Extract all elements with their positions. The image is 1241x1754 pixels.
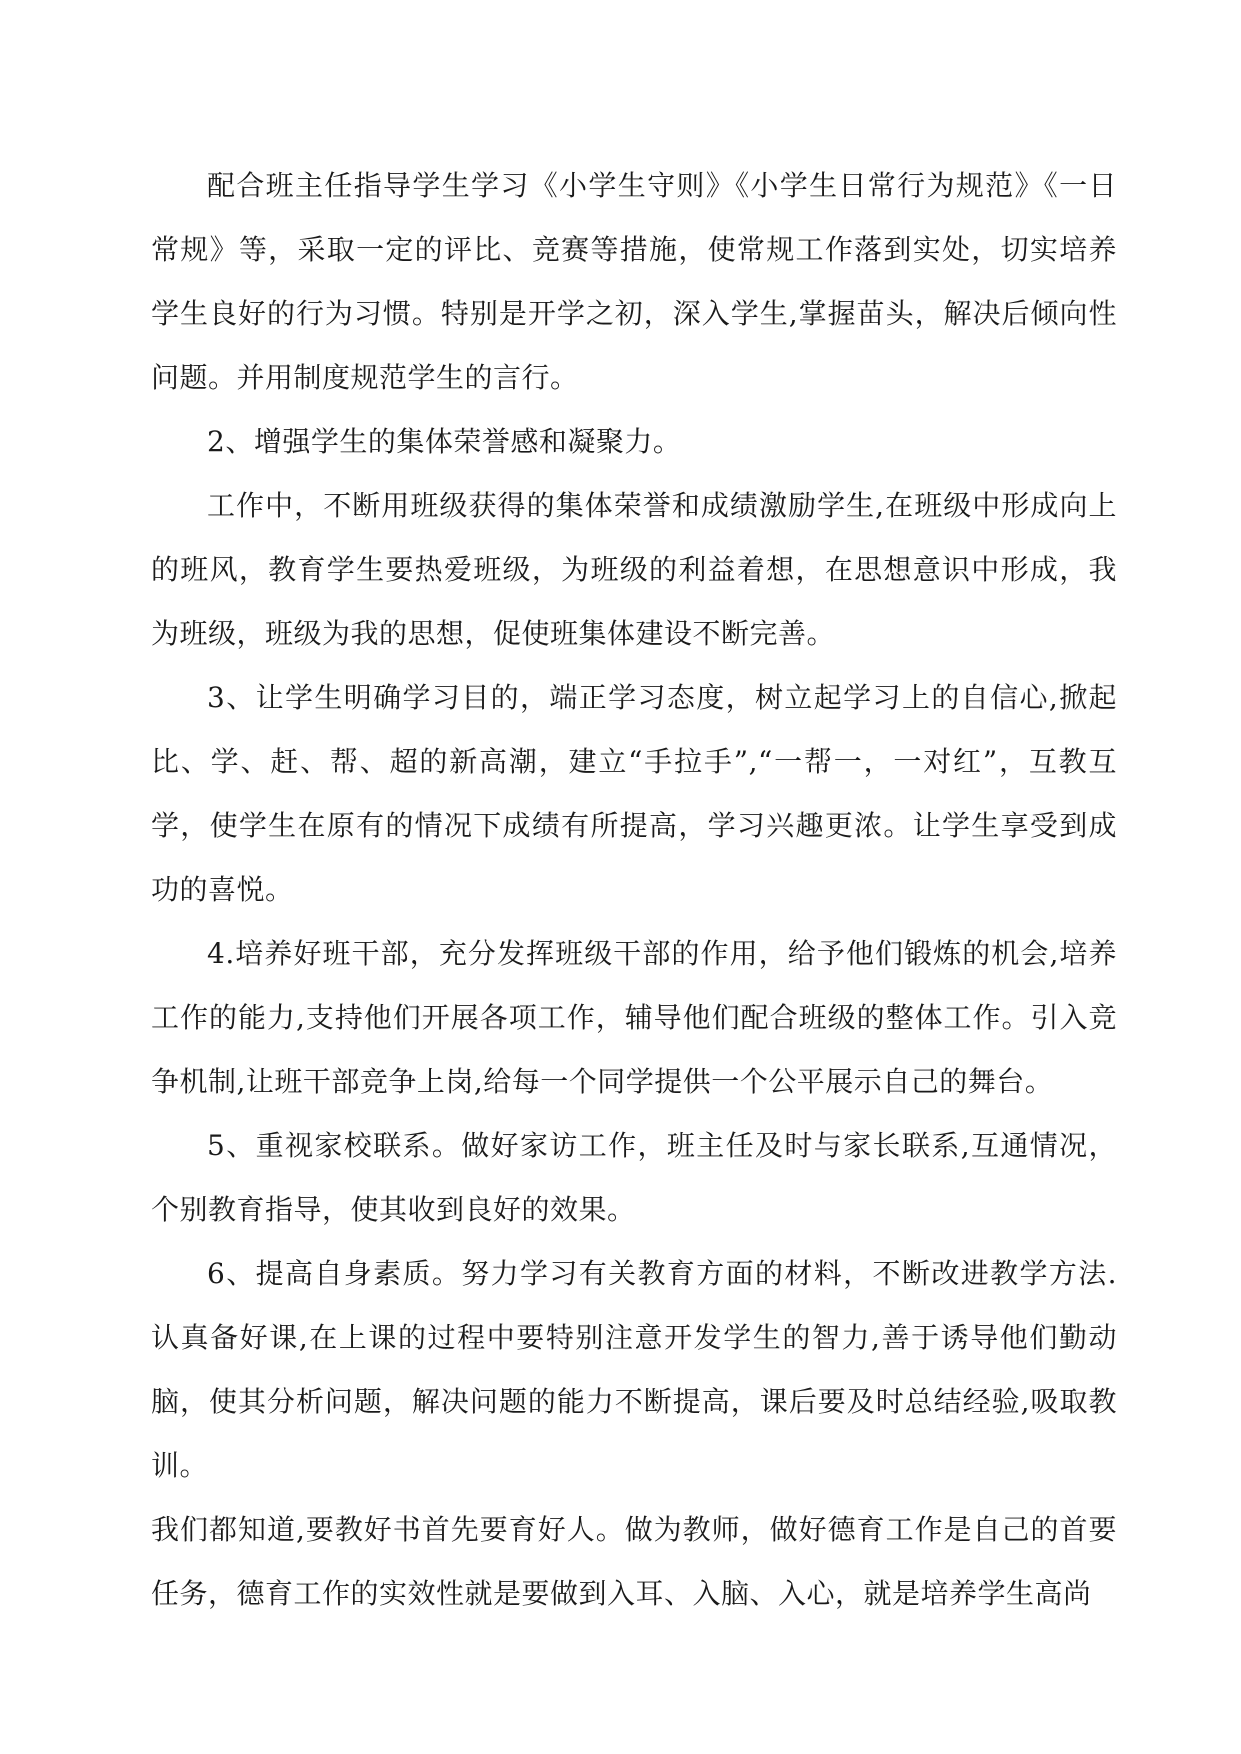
paragraph-routine-guidance: 配合班主任指导学生学习《小学生守则》《小学生日常行为规范》《一日常规》等，采取一定的评比、竞赛等措施，使常规工作落到实处，切实培养学生良好的行为习惯。特别是开学之初，深入学生,掌握苗头，解决后倾向性问题。并用制度规范学生的言行。 <box>151 169 1117 394</box>
paragraph-heading-2: 2、增强学生的集体荣誉感和凝聚力。 <box>207 425 682 458</box>
paragraph-item-6: 6、提高自身素质。努力学习有关教育方面的材料，不断改进教学方法.认真备好课,在上课的过程中要特别注意开发学生的智力,善于诱导他们勤动脑，使其分析问题，解决问题的能力不断提高，课后要及时总结经验,吸取教训。 <box>151 1257 1117 1482</box>
paragraph-item-3: 3、让学生明确学习目的，端正学习态度，树立起学习上的自信心,掀起比、学、赶、帮、超的新高潮，建立“手拉手”,“一帮一，一对红”，互教互学，使学生在原有的情况下成绩有所提高，学习兴趣更浓。让学生享受到成功的喜悦。 <box>151 681 1117 906</box>
paragraph-moral-education: 我们都知道,要教好书首先要育好人。做为教师，做好德育工作是自己的首要任务，德育工作的实效性就是要做到入耳、入脑、入心，就是培养学生高尚 <box>151 1513 1117 1610</box>
document-body <box>151 154 1117 1626</box>
paragraph-item-4: 4.培养好班干部，充分发挥班级干部的作用，给予他们锻炼的机会,培养工作的能力,支持他们开展各项工作，辅导他们配合班级的整体工作。引入竞争机制,让班干部竞争上岗,给每一个同学提供一个公平展示自己的舞台。 <box>151 937 1117 1098</box>
paragraph-item-5: 5、重视家校联系。做好家访工作，班主任及时与家长联系,互通情况，个别教育指导，使其收到良好的效果。 <box>151 1129 1117 1226</box>
paragraph-collective-honor: 工作中，不断用班级获得的集体荣誉和成绩激励学生,在班级中形成向上的班风，教育学生要热爱班级，为班级的利益着想，在思想意识中形成，我为班级，班级为我的思想，促使班集体建设不断完善。 <box>151 489 1117 650</box>
